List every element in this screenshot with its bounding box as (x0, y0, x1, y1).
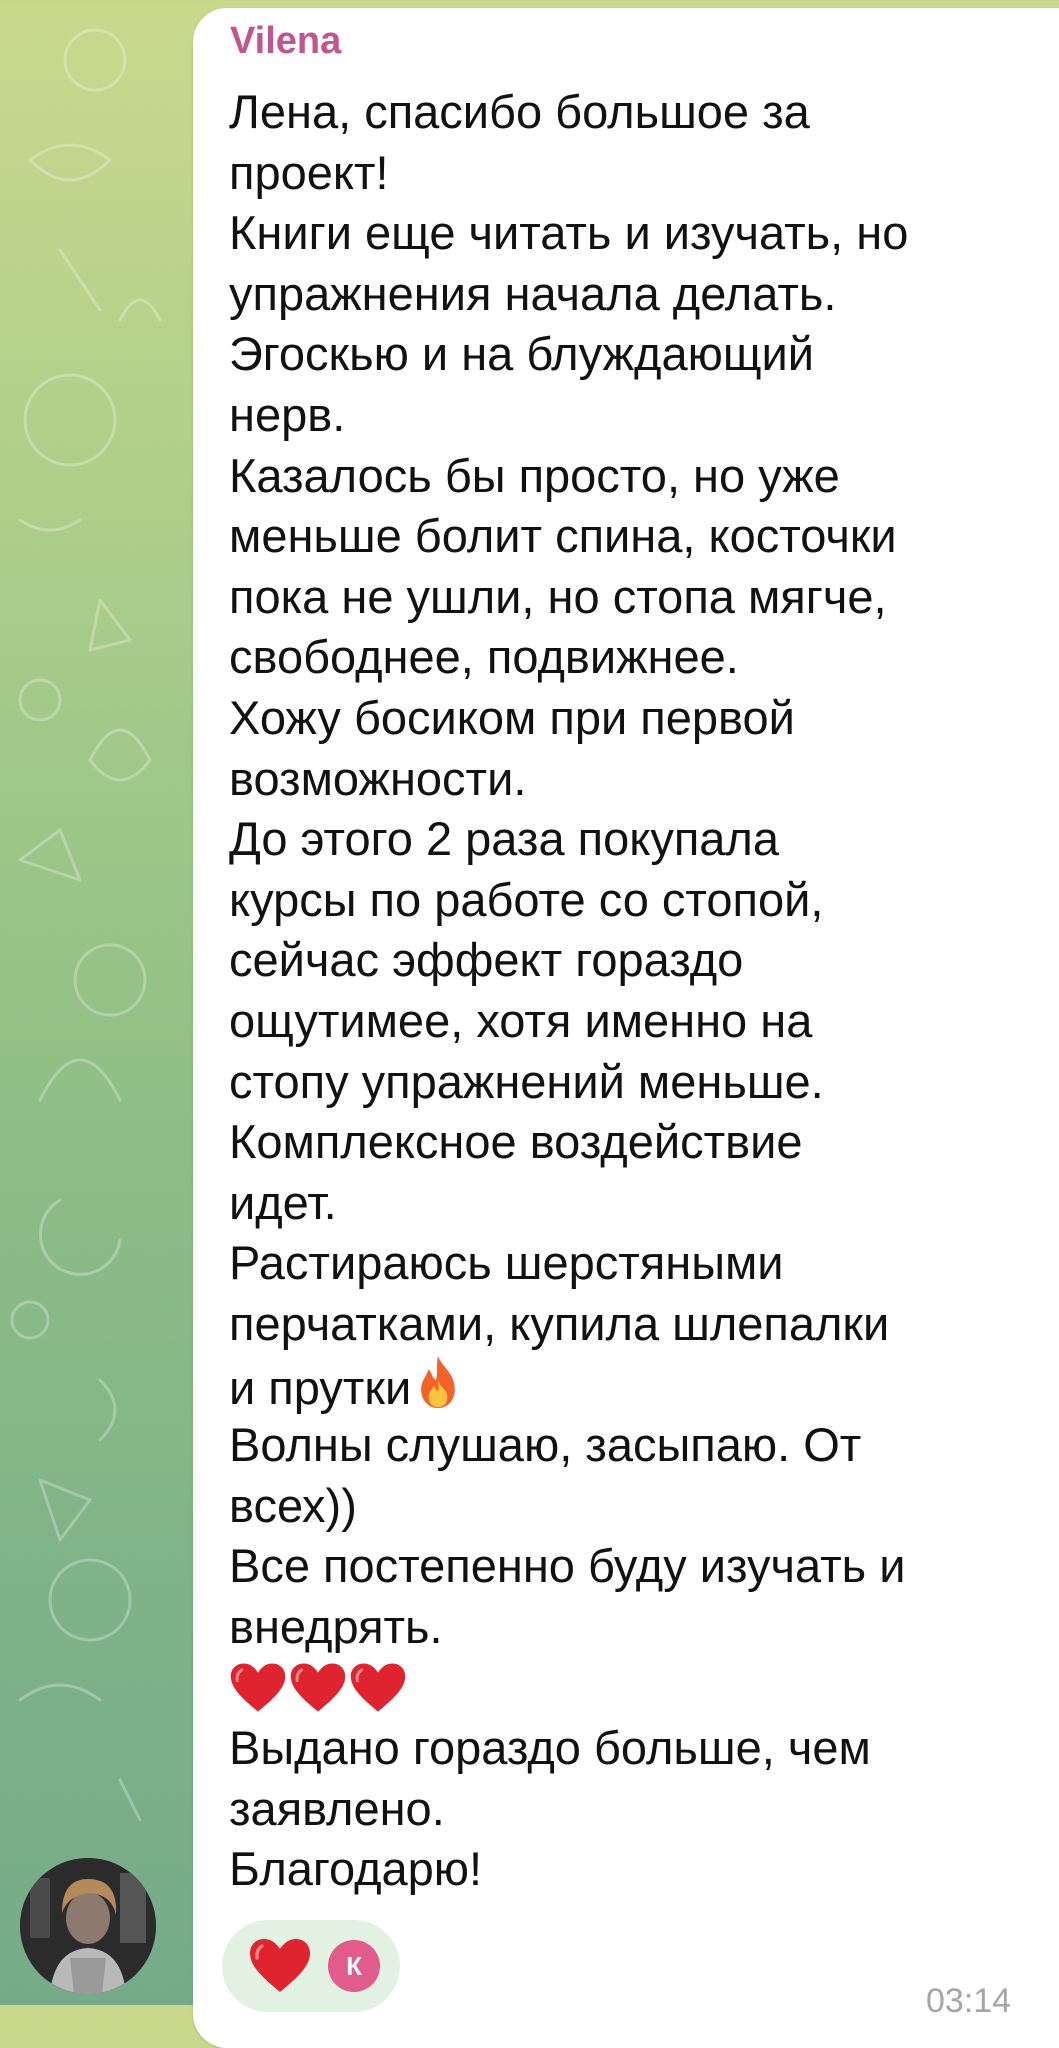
message-line (229, 1657, 1019, 1718)
message-line (229, 1779, 1019, 1840)
message-line-text: нерв. (229, 387, 346, 441)
message-line (229, 506, 1019, 567)
message-line-text: Хожу босиком при первой (229, 690, 795, 744)
message-line (229, 627, 1019, 688)
message-line (229, 1173, 1019, 1234)
message-line-text: Комплексное воздействие (229, 1115, 803, 1169)
message-line (229, 264, 1019, 325)
message-line (229, 1233, 1019, 1294)
message-line-text: Казалось бы просто, но уже (229, 448, 840, 502)
message-line (229, 809, 1019, 870)
message-line (229, 324, 1019, 385)
message-line-text: Лена, спасибо большое за (229, 85, 810, 138)
message-line (229, 1354, 1019, 1415)
message-line-text: пока не ушли, но стопа мягче, (229, 569, 887, 623)
message-line (229, 749, 1019, 810)
message-line-text: Эгоскью и на блуждающий (229, 327, 815, 381)
message-line (229, 1718, 1019, 1779)
message-line-text: и прутки (229, 1361, 412, 1415)
red-heart-icon (248, 1934, 312, 1998)
message-text (229, 82, 1019, 1900)
message-line-text: перчатками, купила шлепалки (229, 1296, 890, 1350)
message-line (229, 991, 1019, 1052)
message-line (229, 1052, 1019, 1113)
reaction-user-avatar: К (328, 1940, 380, 1992)
message-line (229, 1536, 1019, 1597)
message-line-text: меньше болит спина, косточки (229, 509, 897, 563)
message-line (229, 1839, 1019, 1900)
message-line-text: Книги еще читать и изучать, но (229, 206, 909, 260)
message-line (229, 143, 1019, 204)
message-line-text: До этого 2 раза покупала (229, 812, 779, 866)
message-line (229, 870, 1019, 931)
message-line-text: курсы по работе со стопой, (229, 872, 824, 926)
message-line-text: сейчас эффект гораздо (229, 933, 744, 987)
message-line-text: ощутимее, хотя именно на (229, 993, 813, 1047)
message-line (229, 446, 1019, 507)
message-line (229, 688, 1019, 749)
message-line-text: упражнения начала делать. (229, 266, 837, 320)
message-line-text: возможности. (229, 751, 527, 805)
message-line (229, 1112, 1019, 1173)
avatar-photo-icon (20, 1858, 156, 1994)
message-line-text: заявлено. (229, 1781, 445, 1835)
message-line-text: Растираюсь шерстяными (229, 1236, 784, 1290)
sender-avatar[interactable] (20, 1858, 156, 1994)
message-line (229, 385, 1019, 446)
message-line-text: проект! (229, 145, 389, 199)
message-line (229, 1415, 1019, 1476)
message-line-text: свободнее, подвижнее. (229, 630, 739, 684)
message-line-text: Благодарю! (229, 1842, 483, 1896)
message-line (229, 82, 1019, 143)
message-time: 03:14 (926, 1982, 1012, 2020)
message-line (229, 1597, 1019, 1658)
message-line-text: Волны слушаю, засыпаю. От (229, 1418, 862, 1472)
message-line (229, 567, 1019, 628)
message-line-text: Все постепенно буду изучать и (229, 1539, 906, 1593)
message-line (229, 1294, 1019, 1355)
message-line-text: всех)) (229, 1478, 357, 1532)
message-line (229, 203, 1019, 264)
message-line (229, 1476, 1019, 1537)
message-line (229, 930, 1019, 991)
sender-name[interactable]: Vilena (230, 20, 342, 62)
reaction-chip[interactable] (222, 1920, 400, 2012)
message-line-text: идет. (229, 1175, 337, 1229)
message-line-text: стопу упражнений меньше. (229, 1054, 824, 1108)
message-line-text: внедрять. (229, 1599, 443, 1653)
message-line-text: Выдано гораздо больше, чем (229, 1721, 871, 1775)
